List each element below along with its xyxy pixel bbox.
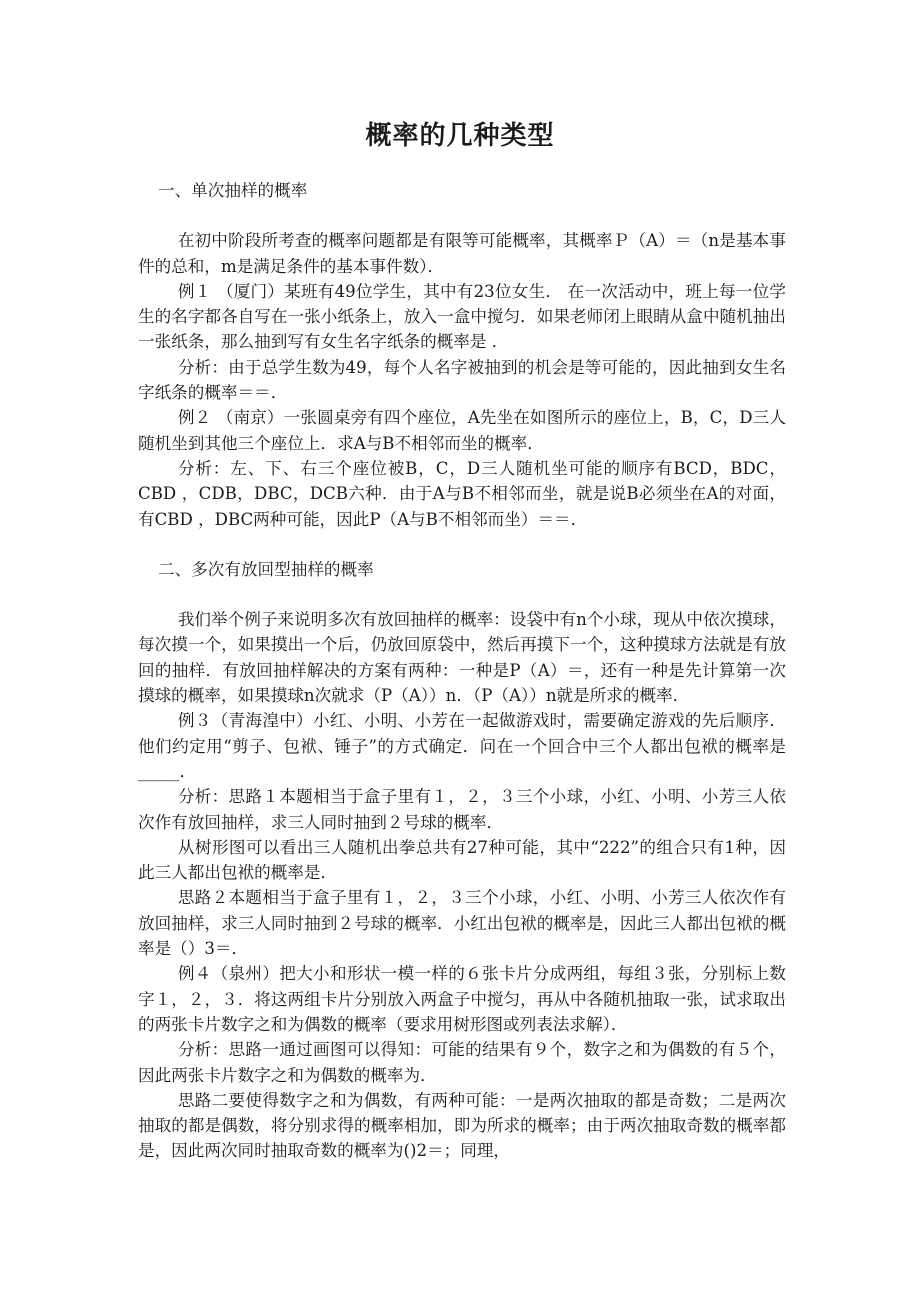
paragraph: 分析：思路１本题相当于盒子里有１，２，３三个小球，小红、小明、小芳三人依次作有放回抽样，求三人同时抽到２号球的概率．: [138, 787, 786, 832]
paragraph: 例３（青海湟中）小红、小明、小芳在一起做游戏时，需要确定游戏的先后顺序．他们约定用“剪子、包袱、锤子”的方式确定．问在一个回合中三个人都出包袱的概率是_____．: [138, 711, 786, 781]
paragraph: 思路二要使得数字之和为偶数，有两种可能：一是两次抽取的都是奇数；二是两次抽取的都是偶数，将分别求得的概率相加，即为所求的概率；由于两次抽取奇数的概率都是，因此两次同时抽取奇数的概率为()2＝；同理，: [138, 1090, 786, 1161]
paragraph: 从树形图可以看出三人随机出拳总共有27种可能，其中“222”的组合只有1种，因此三人都出包袱的概率是．: [138, 837, 786, 883]
section-heading-1: 一、单次抽样的概率: [158, 181, 308, 200]
document-body: [138, 178, 786, 1164]
paragraph: 分析：思路一通过画图可以得知：可能的结果有９个，数字之和为偶数的有５个，因此两张卡片数字之和为偶数的概率为．: [138, 1040, 786, 1085]
paragraph: 例１ （厦门）某班有49位学生，其中有23位女生． 在一次活动中，班上每一位学生的名字都各自写在一张小纸条上，放入一盒中搅匀．如果老师闭上眼睛从盒中随机抽出一张纸条，那么抽到写有女生名字纸条的概率是 ．: [138, 281, 786, 352]
paragraph: 我们举个例子来说明多次有放回抽样的概率：设袋中有n个小球，现从中依次摸球，每次摸一个，如果摸出一个后，仍放回原袋中，然后再摸下一个，这种摸球方法就是有放回的抽样．有放回抽样解决的方案有两种：一种是P（A）＝，还有一种是先计算第一次摸球的概率，如果摸球n次就求（P（A））n．（P（A））n就是所求的概率．: [138, 610, 786, 706]
paragraph: 例２ （南京）一张圆桌旁有四个座位，A先坐在如图所示的座位上，B，C，D三人随机坐到其他三个座位上．求A与B不相邻而坐的概率．: [138, 408, 786, 453]
paragraph: 在初中阶段所考查的概率问题都是有限等可能概率，其概率Ｐ（A）＝（n是基本事件的总和，m是满足条件的基本事件数）．: [138, 231, 786, 276]
paragraph: 分析：由于总学生数为49，每个人名字被抽到的机会是等可能的，因此抽到女生名字纸条的概率＝＝．: [138, 357, 786, 403]
paragraph: 例４（泉州）把大小和形状一模一样的６张卡片分成两组，每组３张，分别标上数字１，２，３．将这两组卡片分别放入两盒子中搅匀，再从中各随机抽取一张，试求取出的两张卡片数字之和为偶数的概率（要求用树形图或列表法求解）．: [138, 964, 786, 1034]
page-title: 概率的几种类型: [365, 121, 555, 151]
paragraph: 分析：左、下、右三个座位被B，C，D三人随机坐可能的顺序有BCD，BDC，CBD ，CDB，DBC，DCB六种．由于A与B不相邻而坐，就是说B必须坐在A的对面，有CBD ，DBC两种可能，因此P（A与B不相邻而坐）＝＝．: [138, 458, 786, 529]
section-heading-2: 二、多次有放回型抽样的概率: [158, 559, 374, 579]
paragraph: 思路２本题相当于盒子里有１，２，３三个小球，小红、小明、小芳三人依次作有放回抽样，求三人同时抽到２号球的概率．小红出包袱的概率是，因此三人都出包袱的概率是（）3＝．: [138, 888, 786, 959]
